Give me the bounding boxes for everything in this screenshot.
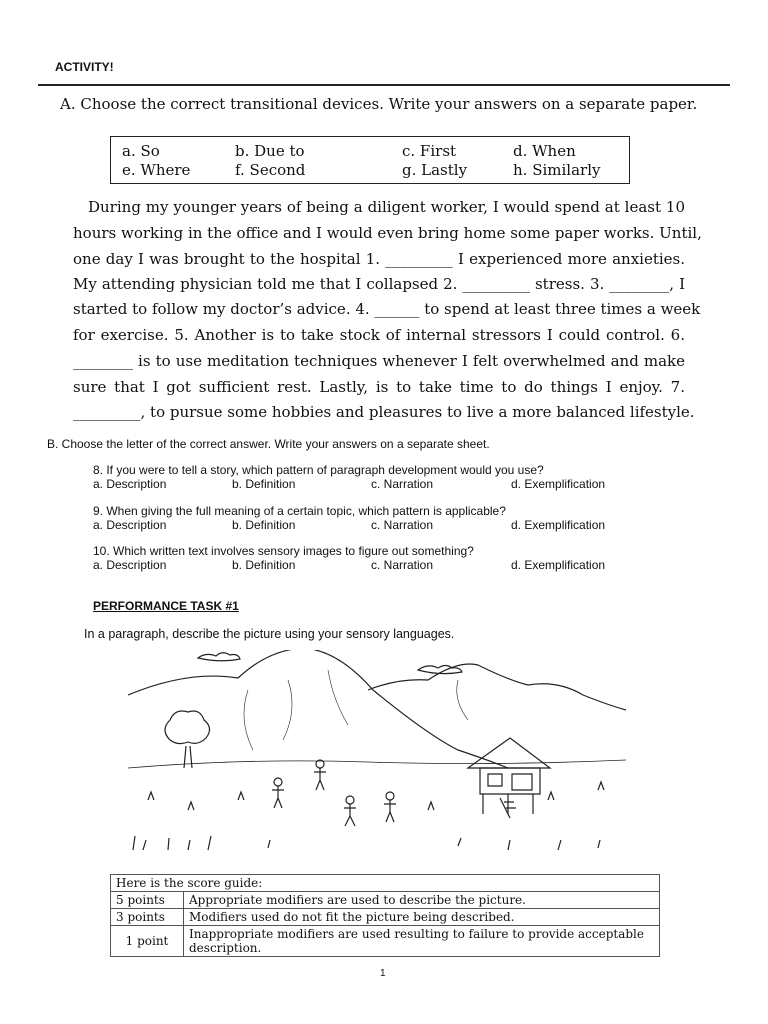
- child-figure: [384, 792, 396, 822]
- paragraph-line: During my younger years of being a diligent worker, I would spend at least 10: [88, 198, 685, 216]
- paragraph-line: hours working in the office and I would even bring home some paper works. Until,: [73, 224, 702, 242]
- tree-icon: [165, 711, 210, 768]
- score-description: Appropriate modifiers are used to describe the picture.: [184, 892, 660, 909]
- child-figure: [314, 760, 326, 790]
- option-d: d. Exemplification: [511, 558, 606, 572]
- table-row: [111, 909, 660, 926]
- paragraph-line: for exercise. 5. Another is to take stock of internal stressors I could control. 6.: [73, 326, 685, 344]
- choice-d: d. When: [513, 142, 576, 160]
- choice-b: b. Due to: [235, 142, 305, 160]
- choice-f: f. Second: [235, 161, 306, 179]
- option-c: c. Narration: [371, 558, 434, 572]
- child-figure: [272, 778, 284, 808]
- choices-box: [110, 136, 630, 184]
- paragraph-line: My attending physician told me that I collapsed 2. _________ stress. 3. ________, I: [73, 275, 685, 293]
- option-a: a. Description: [93, 558, 167, 572]
- choice-h: h. Similarly: [513, 161, 601, 179]
- score-points: 5 points: [111, 892, 184, 909]
- score-points: 3 points: [111, 909, 184, 926]
- score-description: Inappropriate modifiers are used resulting to failure to provide acceptable description.: [184, 926, 660, 957]
- heading-divider: [38, 84, 730, 86]
- table-row: [111, 926, 660, 957]
- question-9: 9. When giving the full meaning of a certain topic, which pattern is applicable?: [93, 504, 506, 518]
- option-d: d. Exemplification: [511, 477, 606, 491]
- child-figure: [344, 796, 356, 826]
- question-10: 10. Which written text involves sensory images to figure out something?: [93, 544, 474, 558]
- option-d: d. Exemplification: [511, 518, 606, 532]
- hut-icon: [468, 738, 550, 818]
- activity-heading: ACTIVITY!: [55, 60, 114, 74]
- option-c: c. Narration: [371, 518, 434, 532]
- option-b: b. Definition: [232, 518, 296, 532]
- performance-task-instruction: In a paragraph, describe the picture using your sensory languages.: [84, 627, 455, 641]
- cloud: [198, 653, 240, 661]
- paragraph-line: ________ is to use meditation techniques whenever I felt overwhelmed and make: [73, 352, 685, 370]
- score-guide-table: [110, 874, 660, 957]
- option-c: c. Narration: [371, 477, 434, 491]
- part-b-instruction: B. Choose the letter of the correct answer. Write your answers on a separate sheet.: [47, 437, 490, 451]
- paragraph-line: _________, to pursue some hobbies and pleasures to live a more balanced lifestyle.: [73, 403, 695, 421]
- choice-a: a. So: [122, 142, 160, 160]
- score-points: 1 point: [111, 926, 184, 957]
- paragraph-line: sure that I got sufficient rest. Lastly, is to take time to do things I enjoy. 7.: [73, 378, 685, 396]
- choice-e: e. Where: [122, 161, 191, 179]
- paragraph-line: one day I was brought to the hospital 1. _________ I experienced more anxieties.: [73, 250, 685, 268]
- option-a: a. Description: [93, 518, 167, 532]
- score-guide-header: Here is the score guide:: [111, 875, 660, 892]
- landscape-illustration: [128, 650, 626, 860]
- choice-c: c. First: [402, 142, 457, 160]
- performance-task-title: PERFORMANCE TASK #1: [93, 599, 239, 613]
- option-a: a. Description: [93, 477, 167, 491]
- option-b: b. Definition: [232, 558, 296, 572]
- question-8: 8. If you were to tell a story, which pattern of paragraph development would you use?: [93, 463, 544, 477]
- mountain-right: [368, 664, 626, 710]
- option-b: b. Definition: [232, 477, 296, 491]
- ground-line: [128, 760, 626, 768]
- choice-g: g. Lastly: [402, 161, 468, 179]
- mountain-ridges: [244, 670, 468, 750]
- grass-tufts: [133, 782, 604, 850]
- score-description: Modifiers used do not fit the picture being described.: [184, 909, 660, 926]
- page-number: 1: [380, 968, 386, 979]
- part-a-instruction: A. Choose the correct transitional devices. Write your answers on a separate paper.: [60, 95, 698, 113]
- paragraph-line: started to follow my doctor’s advice. 4. ______ to spend at least three times a week: [73, 300, 701, 318]
- table-row: [111, 892, 660, 909]
